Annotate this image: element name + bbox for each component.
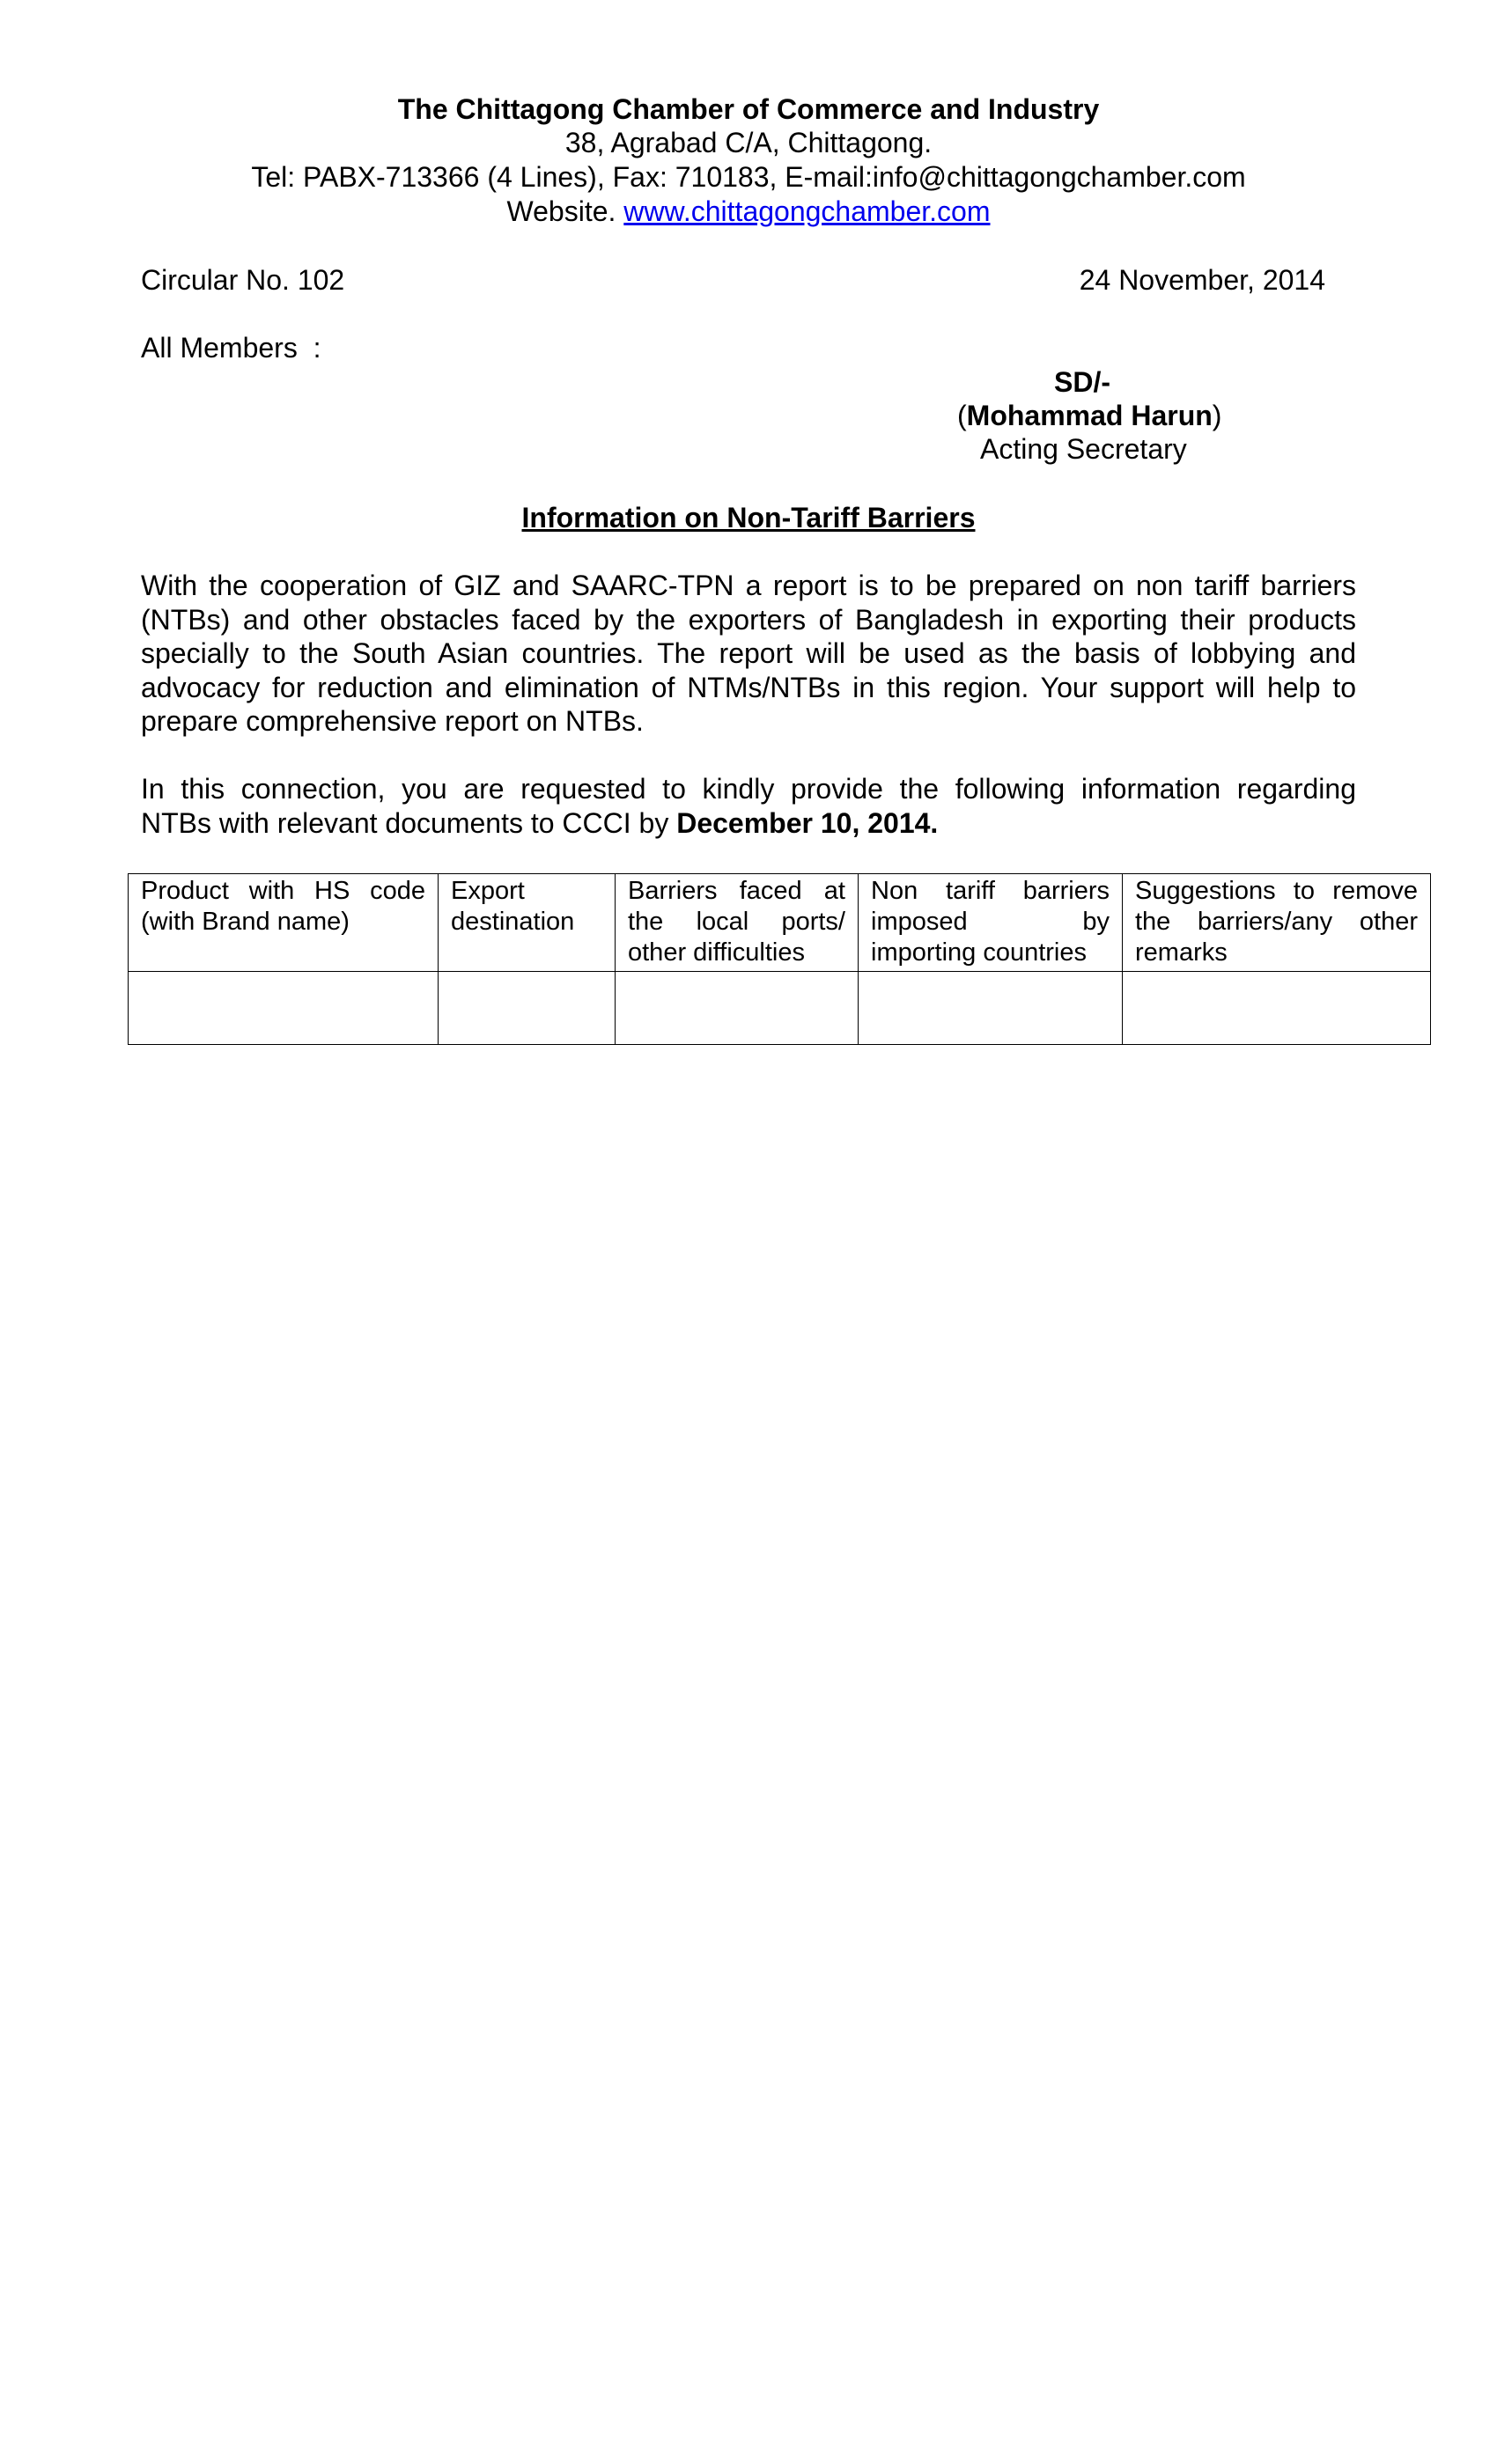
header-suggestions	[1123, 874, 1431, 972]
header-text: Non tariff barriers	[871, 877, 1110, 905]
body-paragraph-1	[141, 569, 1356, 739]
paragraph-line: In this connection, you are requested to kindly provide the following information regarding	[141, 773, 1356, 805]
header-product-hs-code	[129, 874, 439, 972]
header-non-tariff-barriers	[859, 874, 1123, 972]
header-text: (with Brand name)	[141, 908, 350, 936]
header-text: destination	[451, 908, 575, 936]
paragraph-line: specially to the South Asian countries. The report will be used as the basis of lobbying and	[141, 637, 1356, 669]
signatory-paren-close: )	[1212, 400, 1222, 431]
header-text: Product with HS code	[141, 877, 425, 905]
signatory-name	[957, 399, 1221, 432]
header-local-barriers	[616, 874, 859, 972]
table-cell[interactable]	[1123, 972, 1431, 1045]
recipient-line: All Members :	[141, 332, 321, 364]
header-export-destination	[439, 874, 616, 972]
organization-contact: Tel: PABX-713366 (4 Lines), Fax: 710183, E-mail:info@chittagongchamber.com	[251, 161, 1246, 193]
deadline-prefix: NTBs with relevant documents to CCCI by	[141, 806, 677, 839]
paragraph-line-with-deadline	[141, 806, 1356, 841]
circular-number: Circular No. 102	[141, 264, 345, 296]
table-header-row	[129, 874, 1431, 972]
signatory-designation: Acting Secretary	[980, 433, 1187, 465]
organization-name: The Chittagong Chamber of Commerce and Industry	[397, 93, 1100, 125]
organization-address: 38, Agrabad C/A, Chittagong.	[564, 127, 933, 158]
paragraph-line: (NTBs) and other obstacles faced by the exporters of Bangladesh in exporting their products	[141, 603, 1356, 636]
subject-title: Information on Non-Tariff Barriers	[521, 502, 976, 533]
header-text: other difficulties	[628, 938, 805, 967]
header-text: Export	[451, 877, 525, 905]
table-cell[interactable]	[439, 972, 616, 1045]
table-cell[interactable]	[859, 972, 1123, 1045]
signatory-name-text: Mohammad Harun	[966, 400, 1213, 431]
circular-date: 24 November, 2014	[1079, 264, 1325, 296]
header-text: Barriers faced at	[628, 877, 845, 905]
header-text: imposed by	[871, 908, 1110, 936]
header-text: the barriers/any other	[1135, 908, 1418, 936]
table-row	[129, 972, 1431, 1045]
website-label: Website.	[506, 195, 616, 227]
paragraph-line: With the cooperation of GIZ and SAARC-TPN a report is to be prepared on non tariff barriers	[141, 570, 1356, 601]
table-cell[interactable]	[129, 972, 439, 1045]
header-text: remarks	[1135, 938, 1228, 967]
organization-website	[0, 195, 1497, 228]
header-text: Suggestions to remove	[1135, 877, 1418, 905]
paragraph-line: advocacy for reduction and elimination of NTMs/NTBs in this region. Your support will help to	[141, 671, 1356, 703]
website-link[interactable]: www.chittagongchamber.com	[623, 195, 991, 227]
ntb-information-table	[128, 873, 1431, 1045]
paragraph-line: prepare comprehensive report on NTBs.	[141, 705, 644, 737]
body-paragraph-2	[141, 772, 1356, 840]
header-text: the local ports/	[628, 908, 845, 936]
deadline-date: December 10, 2014.	[676, 806, 939, 839]
signature-sd: SD/-	[1054, 366, 1110, 398]
table-cell[interactable]	[616, 972, 859, 1045]
header-text: importing countries	[871, 938, 1087, 967]
signatory-paren-open: (	[957, 400, 967, 431]
